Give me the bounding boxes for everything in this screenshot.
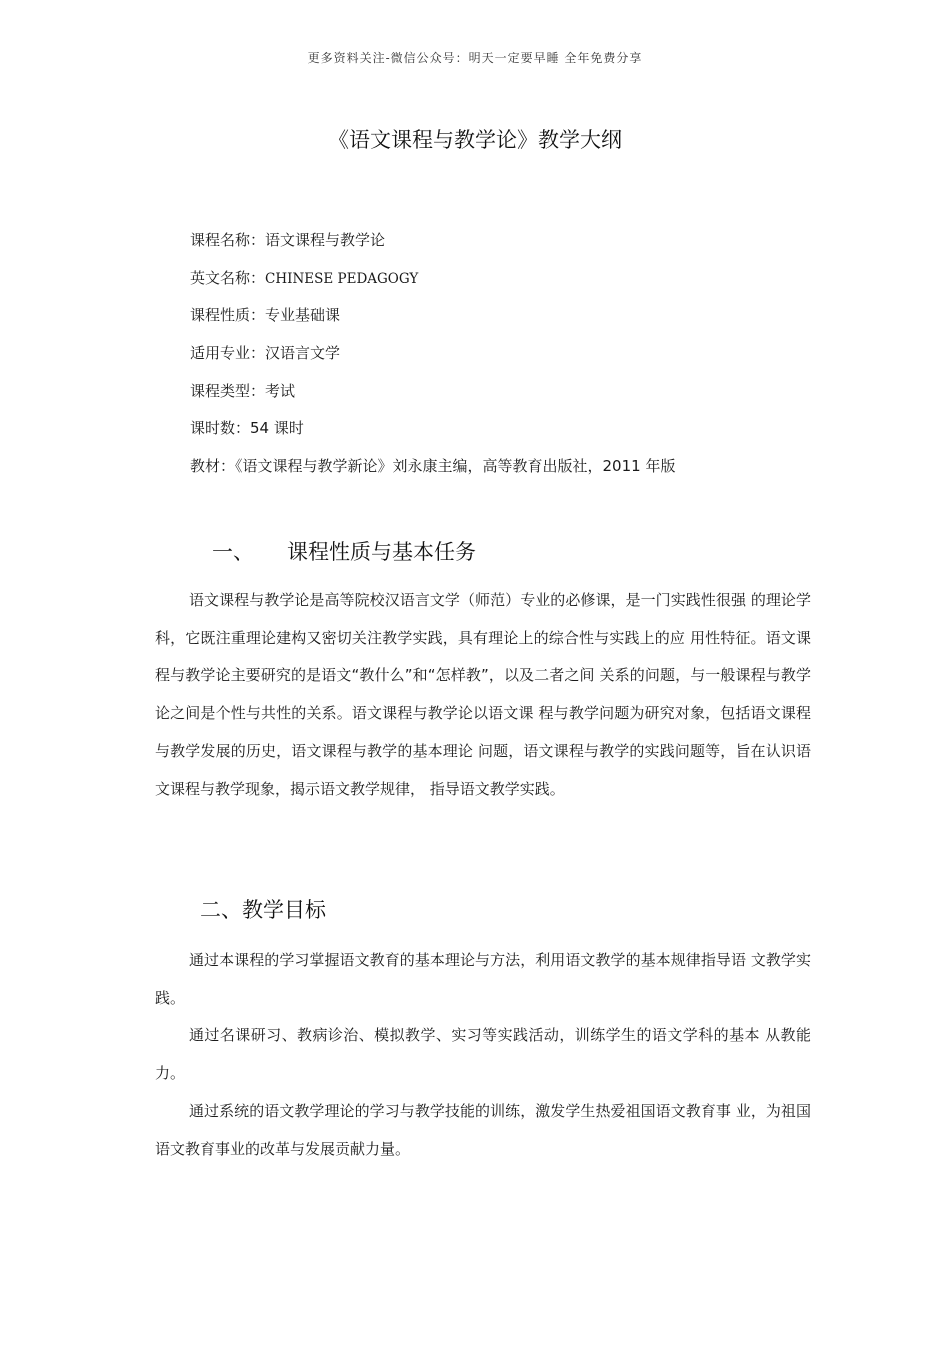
course-info-row [190, 377, 830, 415]
course-info-row [190, 414, 830, 452]
info-label: 适用专业： [190, 344, 266, 363]
course-info-row [190, 226, 830, 264]
info-label: 教材： [190, 457, 236, 476]
info-value: CHINESE PEDAGOGY [265, 270, 419, 287]
info-value: 汉语言文学 [265, 344, 341, 363]
info-label: 英文名称： [190, 268, 266, 287]
section-title: 课程性质与基本任务 [287, 540, 476, 564]
course-info-row [190, 339, 830, 377]
info-value: 54 课时 [250, 419, 304, 438]
section-heading [212, 536, 476, 566]
body-paragraph: 通过系统的语文教学理论的学习与教学技能的训练，激发学生热爱祖国语文教育事 业，为祖国语文教育事业的改革与发展贡献力量。 [155, 1102, 811, 1158]
document-title: 《语文课程与教学论》教学大纲 [328, 128, 622, 152]
course-info-row [190, 301, 830, 339]
course-info-row [190, 264, 830, 302]
section-number: 一、 [212, 540, 254, 564]
info-label: 课时数： [190, 419, 251, 438]
body-paragraph: 通过本课程的学习掌握语文教育的基本理论与方法，利用语文教学的基本规律指导语 文教学实践。 [155, 951, 811, 1007]
section-number: 二、 [200, 898, 242, 922]
info-label: 课程类型： [190, 381, 266, 400]
course-info-list [190, 226, 830, 490]
info-label: 课程名称： [190, 231, 266, 249]
info-value: 《语文课程与教学新论》刘永康主编，高等教育出版社，2011 年版 [235, 457, 676, 476]
section-heading [200, 894, 326, 924]
page-header-note: 更多资料关注-微信公众号：明天一定要早睡 全年免费分享 [307, 51, 643, 65]
info-value: 考试 [265, 381, 296, 400]
course-info-row [190, 452, 830, 490]
info-value: 语文课程与教学论 [265, 231, 386, 249]
body-paragraph: 通过名课研习、教病诊治、模拟教学、实习等实践活动，训练学生的语文学科的基本 从教能力。 [155, 1026, 811, 1082]
info-value: 专业基础课 [265, 306, 341, 325]
body-paragraph: 语文课程与教学论是高等院校汉语言文学（师范）专业的必修课，是一门实践性很强 的理论学科，它既注重理论建构又密切关注教学实践，具有理论上的综合性与实践上的应 用性特征。语文课程与教学论主要研究的是语文“教什么”和“怎样教”，以及二者之间 关系的问题，与一般课程与教学论之间是个性与共性的关系。语文课程与教学论以语文课 程与教学问题为研究对象，包括语文课程与教学发展的历史，语文课程与教学的基本理论 问题，语文课程与教学的实践问题等，旨在认识语文课程与教学现象，揭示语文教学规律， 指导语文教学实践。 [155, 591, 811, 798]
section-title: 教学目标 [242, 898, 326, 922]
info-label: 课程性质： [190, 306, 266, 325]
